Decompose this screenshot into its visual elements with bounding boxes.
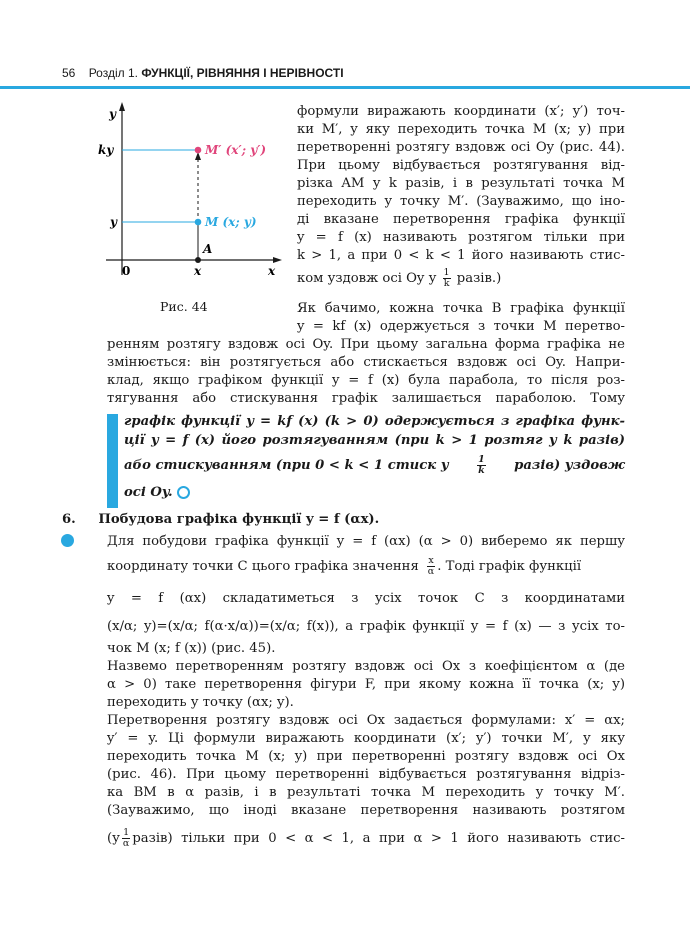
text-line: Назвемо перетворенням розтягу вздовж осі Ox з коефіцієнтом α (де xyxy=(107,659,625,674)
text-line: формули виражають координати (x′; y′) точ- xyxy=(297,104,625,119)
fraction: $\frac{1}{k}$ xyxy=(478,454,485,476)
text-line xyxy=(297,268,501,289)
text-line: (Зауважимо, що іноді вказане перетворення називають розтягом xyxy=(107,803,625,818)
point-a xyxy=(195,257,201,263)
text-span: разів) уздовж xyxy=(514,457,625,473)
point-mprime xyxy=(195,147,202,154)
text-line: ка BM в α разів, і в результаті точка M переходить у точку M′. xyxy=(107,785,625,800)
text-line: y = f (x) називають розтягом тільки при xyxy=(297,230,625,245)
text-line: перетворенні розтягу вздовж осі Oy (рис. 44). xyxy=(297,140,625,155)
text-line: k > 1, а при 0 < k < 1 його називають стис- xyxy=(297,248,625,263)
section-label: Розділ 1. xyxy=(88,66,138,80)
text-span: . Тоді графік функції xyxy=(437,558,582,574)
text-line: Як бачимо, кожна точка B графіка функції xyxy=(297,301,625,316)
text-line: Для побудови графіка функції y = f (αx) (α > 0) виберемо як першу xyxy=(107,534,625,549)
x-axis-label: x xyxy=(268,264,276,278)
x-tick-label: x xyxy=(194,264,202,278)
point-m-label: M (x; y) xyxy=(205,215,257,229)
text-line: різка AM у k разів, і в результаті точка M xyxy=(297,176,625,191)
page-number: 56 xyxy=(62,66,76,80)
text-span: осі Oy. xyxy=(124,485,173,500)
text-span: ком уздовж осі Oy у xyxy=(297,271,437,286)
text-line: (x/α; y)=(x/α; f(α·x/α))=(x/α; f(x)), а графік функції y = f (x) — з усіх то- xyxy=(107,619,625,634)
section-title: Побудова графіка функції y = f (αx). xyxy=(98,512,380,527)
fraction: $\frac{x}{\alpha}$ xyxy=(427,555,435,577)
text-line: клад, якщо графіком функції y = f (x) була парабола, то після роз- xyxy=(107,373,625,388)
text-line: При цьому відбувається розтягування від- xyxy=(297,158,625,173)
text-line: ренням розтягу вздовж осі Oy. При цьому загальна форма графіка не xyxy=(107,337,625,352)
text-line xyxy=(107,828,625,849)
text-line: y′ = y. Ці формули виражають координати (x′; y′) точки M′, у яку xyxy=(107,731,625,746)
text-line: ді вказане перетворення графіка функції xyxy=(297,212,625,227)
origin-label: 0 xyxy=(122,264,131,278)
text-line: (рис. 46). При цьому перетворенні відбувається розтягування відріз- xyxy=(107,767,625,782)
figure-caption: Рис. 44 xyxy=(160,299,208,314)
text-line: y = f (αx) складатиметься з усіх точок C з координатами xyxy=(107,591,625,606)
figure-44 xyxy=(96,100,286,290)
rule-line xyxy=(124,484,190,502)
header-rule xyxy=(0,86,690,89)
y-axis-arrow-icon xyxy=(119,102,125,111)
point-mprime-label: M′ (x′; y′) xyxy=(205,143,267,157)
text-span: координату точки C цього графіка значення xyxy=(107,558,419,574)
section-heading xyxy=(62,512,379,527)
y-axis-label: y xyxy=(109,107,116,121)
fraction: $\frac{1}{k}$ xyxy=(443,267,450,289)
bullet-icon xyxy=(61,534,74,547)
text-line: переходить точка M (x; y) при перетворенні розтягу вздовж осі Ox xyxy=(107,749,625,764)
text-line: тягування або стискування графік залишається параболою. Тому xyxy=(107,391,625,406)
text-line: y = kf (x) одержується з точки M перетво- xyxy=(297,319,625,334)
text-span: або стискуванням (при 0 < k < 1 стиск у xyxy=(124,457,449,473)
text-line: переходить у точку M′. (Зауважимо, що іно- xyxy=(297,194,625,209)
text-line: переходить у точку (αx; y). xyxy=(107,695,294,710)
text-line: змінюється: він розтягується або стискається вздовж осі Oy. Напри- xyxy=(107,355,625,370)
end-marker-icon xyxy=(177,486,190,499)
rule-line: графік функції y = kf (x) (k > 0) одержується з графіка функ- xyxy=(124,414,625,429)
text-line: ки M′, у яку переходить точка M (x; y) при xyxy=(297,122,625,137)
text-line: чок M (x; f (x)) (рис. 45). xyxy=(107,641,276,656)
rule-marker xyxy=(107,414,118,508)
section-number: 6. xyxy=(62,512,76,527)
rule-line xyxy=(124,455,625,476)
chapter-title: ФУНКЦІЇ, РІВНЯННЯ І НЕРІВНОСТІ xyxy=(141,66,344,80)
fraction: $\frac{1}{\alpha}$ xyxy=(122,827,130,849)
text-span: разів) тільки при 0 < α < 1, а при α > 1 його називають стис- xyxy=(132,830,625,846)
text-line: Перетворення розтягу вздовж осі Ox задається формулами: x′ = αx; xyxy=(107,713,625,728)
point-a-label: A xyxy=(203,242,213,256)
text-line xyxy=(107,556,625,577)
text-span: разів.) xyxy=(456,271,502,286)
page-header xyxy=(62,66,344,80)
text-span: (у xyxy=(107,830,120,846)
y-tick-label: y xyxy=(110,215,117,229)
text-line: α > 0) таке перетворення фігури F, при якому кожна її точка (x; y) xyxy=(107,677,625,692)
rule-line: ції y = f (x) його розтягуванням (при k > 1 розтяг у k разів) xyxy=(124,433,625,448)
ky-label: ky xyxy=(98,143,114,157)
point-m xyxy=(195,219,202,226)
x-axis-arrow-icon xyxy=(273,257,282,263)
